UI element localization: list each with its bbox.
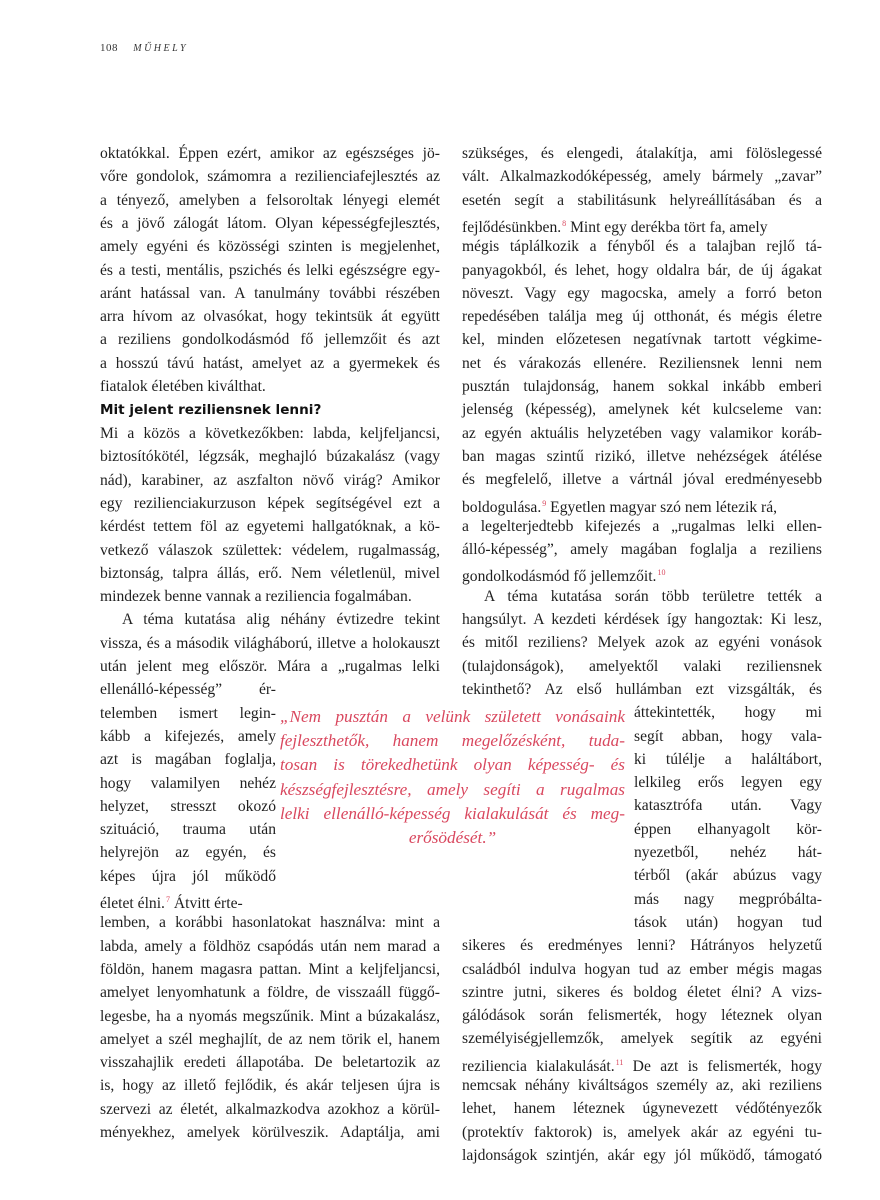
text-span: Egyetlen magyar szó nem létezik rá, <box>546 498 778 516</box>
section-title: MŰHELY <box>133 43 189 54</box>
text-line: szükséges, és elengedi, átalakítja, ami fölöslegessé <box>462 145 822 162</box>
text-line: biztonság, talpra állás, erő. Nem véletlenül, mivel <box>100 564 440 582</box>
text-line: képes újra jól működő <box>100 867 276 885</box>
text-line: vált. Alkalmazkodóképesség, amely bármely „zavar” <box>462 168 822 186</box>
text-span: Átvitt érte- <box>169 895 243 912</box>
text-line: tekinthető? Az első hullámban ezt vizsgálták, és <box>462 680 822 698</box>
text-line: mindezek benne vannak a reziliencia fogalmában. <box>100 588 412 606</box>
text-line: azt is magában foglalja, <box>100 751 276 769</box>
text-line: az egyén aktuális helyzetében vagy valamikor koráb- <box>462 424 822 442</box>
text-line: a tényező, amelyben a felsoroltak lényegi elemét <box>100 191 440 209</box>
text-line: jelenség (képesség), amelynek két kulcseleme van: <box>462 401 822 419</box>
text-line: amelyet lenyomhatunk a földre, de visszaáll függő- <box>100 984 440 1002</box>
text-line: fiatalok életében kiválthat. <box>100 378 266 395</box>
pull-quote-line: készségfejlesztésre, amely segíti a rugalmas <box>280 779 625 799</box>
text-line: segít abban, hogy vala- <box>634 727 822 745</box>
text-line: szervezi az életét, alkalmazkodva azokhoz a körül- <box>100 1100 440 1118</box>
text-line: panyagokból, és lehet, hogy oldalra bár, de új ágakat <box>462 261 822 279</box>
pull-quote-line: „Nem pusztán a velünk született vonásaink <box>280 707 625 726</box>
text-line: (protektív faktorok) is, amelyek akár az egyéni tu- <box>462 1123 822 1141</box>
text-line: amely egyéni és közösségi szinten is megjelenhet, <box>100 238 440 256</box>
text-line: lemben, a korábbi hasonlatokat használva: mint a <box>100 914 440 932</box>
text-line: lehet, hanem léteznek úgynevezett védőtényezők <box>462 1100 822 1118</box>
text-line: oktatókkal. Éppen ezért, amikor az egészséges jö- <box>100 145 440 162</box>
text-line: kérdést tettem föl az egyetemi hallgatóknak, a kö- <box>100 518 440 536</box>
text-line: lelkileg erős legyen egy <box>634 774 822 792</box>
text-line: pusztán tulajdonság, hanem sokkal inkább emberi <box>462 378 822 395</box>
text-line: lajdonságok szintjén, akár egy jól működő, támogató <box>462 1146 822 1164</box>
text-line <box>462 561 822 584</box>
text-line: vőre gondolok, számomra a rezilienciafejlesztés az <box>100 168 440 186</box>
text-line: és a jövő zálogát látom. Olyan képességfejlesztés, <box>100 214 440 232</box>
text-line: hogy valamilyen nehéz <box>100 774 276 792</box>
text-line: és megfelelő, illetve a vártnál jóval eredményesebb <box>462 471 822 489</box>
text-line: A téma kutatása alig néhány évtizedre tekint <box>122 611 440 629</box>
text-line: a hosszú távú hatást, amelyet az a gyermekek és <box>100 354 440 372</box>
text-line: szituáció, trauma után <box>100 821 276 839</box>
text-line: álló-képesség”, amely magában foglalja a reziliens <box>462 541 822 559</box>
section-heading: Mit jelent reziliensnek lenni? <box>100 402 322 418</box>
text-line: növeszt. Vagy egy magocska, amely a forró beton <box>462 284 822 302</box>
text-line: személyiségjellemzők, amelyek segítik az egyéni <box>462 1030 822 1048</box>
text-line: is, hogy az illető fejlődik, és akár teljesen újra is <box>100 1077 440 1095</box>
footnote-marker[interactable]: 7 <box>165 895 170 904</box>
text-line: vissza, és a második világháború, illetve a holokauszt <box>100 634 440 652</box>
text-line <box>462 1051 822 1074</box>
text-line: térből (akár abúzus vagy <box>634 867 822 885</box>
pull-quote-line: tosan is törekedhetünk olyan képesség- és <box>280 755 625 775</box>
text-line: telemben ismert legin- <box>100 704 276 722</box>
text-line: vetkező válaszok születtek: védelem, rugalmasság, <box>100 541 440 559</box>
pull-quote-line: erősödését.” <box>408 828 497 847</box>
text-line: sikeres és eredményes lenni? Hátrányos helyzetű <box>462 937 822 955</box>
text-line: szintre jutni, sikeres és boldog életet élni? A vizs- <box>462 983 822 1001</box>
text-line: tások után) hogyan tud <box>634 913 822 931</box>
text-span: De azt is felismerték, hogy <box>623 1057 822 1075</box>
text-line: más nagy megpróbálta- <box>634 890 822 908</box>
text-line: arra hívom az olvasókat, hogy tekintsük át együtt <box>100 308 440 326</box>
running-head <box>100 42 188 54</box>
footnote-marker[interactable]: 11 <box>615 1057 624 1067</box>
text-line: aránt hatással van. A tanulmány további részében <box>100 284 440 302</box>
text-line: esetén segít a stabilitásunk helyreállításában és a <box>462 191 822 209</box>
text-line <box>462 492 822 515</box>
text-span: reziliencia kialakulását. <box>462 1057 615 1075</box>
footnote-marker[interactable]: 10 <box>657 568 666 578</box>
text-line: labda, amely a földhöz csapódás után nem marad a <box>100 937 440 955</box>
pull-quote-line: lelki ellenálló-képesség kialakulását és meg- <box>280 803 625 823</box>
text-line: után jelent meg először. Mára a „rugalmas lelki <box>100 658 440 675</box>
text-line: családból indulva hogyan tud az ember mégis magas <box>462 960 822 978</box>
text-span: életet élni. <box>100 895 165 912</box>
text-line: amelyet a szél meghajlít, de az nem törik el, hanem <box>100 1030 440 1048</box>
text-line: ki túlélje a haláltábort, <box>634 750 822 768</box>
text-line: nád), karabiner, az aszfalton növő virág? Amikor <box>100 471 440 489</box>
text-line: (tulajdonságok), amelyektől valaki reziliensnek <box>462 657 822 675</box>
page-number: 108 <box>100 42 118 54</box>
text-line: a legelterjedtebb kifejezés a „rugalmas lelki ellen- <box>462 517 822 535</box>
text-line: és mitől reziliens? Melyek azok az egyéni vonások <box>462 634 822 652</box>
text-line: mégis táplálkozik a fényből és a talajban rejlő tá- <box>462 238 822 256</box>
text-line: ellenálló-képesség” ér- <box>100 681 276 699</box>
text-line: nemcsak néhány kiváltságos személy az, aki reziliens <box>462 1077 822 1094</box>
text-line <box>100 888 276 911</box>
footnote-marker[interactable]: 8 <box>562 218 567 228</box>
text-span: boldogulása. <box>462 498 542 516</box>
text-line: ményekhez, amelyek körülveszik. Adaptálja, ami <box>100 1124 440 1141</box>
text-line: helyzet, stresszt okozó <box>100 797 276 815</box>
text-line: gálódások során felismerték, hogy léteznek olyan <box>462 1007 822 1025</box>
text-line: helyrejön az egyén, és <box>100 844 276 862</box>
text-line: A téma kutatása során több területre tették a <box>484 587 822 605</box>
text-line: net és várakozás ellenére. Reziliensnek lenni nem <box>462 354 822 372</box>
text-line: ban magas szintű rizikó, illetve nehézségek átélése <box>462 447 822 465</box>
text-span: fejlődésünkben. <box>462 218 562 236</box>
text-line: biztosítókötél, légzsák, meghajló búzakalász (vagy <box>100 448 440 466</box>
text-line: katasztrófa után. Vagy <box>634 797 822 815</box>
text-line: földön, hanem magasra pattan. Mint a keljfeljancsi, <box>100 960 440 978</box>
text-line: éppen elhanyagolt kör- <box>634 820 822 838</box>
text-line <box>462 212 822 235</box>
text-line: hangsúlyt. A kezdeti kérdések így hangoztak: Ki lesz, <box>462 611 822 628</box>
text-line: visszahajlik eredeti állapotába. De beletartozik az <box>100 1054 440 1072</box>
text-line: nyezetből, nehéz hát- <box>634 844 822 861</box>
pull-quote-line: fejleszthetők, hanem megelőzésként, tuda- <box>280 731 625 751</box>
text-span: Mint egy derékba tört fa, amely <box>566 218 768 236</box>
footnote-marker[interactable]: 9 <box>542 498 547 508</box>
text-line: kel, minden előzetesen negatívnak tartott végkime- <box>462 331 822 349</box>
text-line: a reziliens gondolkodásmód fő jellemzőit és azt <box>100 331 440 349</box>
text-line: egy rezilienciakurzuson képek segítségével ezt a <box>100 494 440 512</box>
text-line: kább a kifejezés, amely <box>100 727 276 745</box>
text-line: Mi a közös a következőkben: labda, keljfeljancsi, <box>100 425 440 442</box>
text-line: áttekintették, hogy mi <box>634 704 822 722</box>
text-line: repedésében találja meg új otthonát, és mégis életre <box>462 308 822 326</box>
text-span: gondolkodásmód fő jellemzőit. <box>462 568 657 586</box>
text-line: és a testi, mentális, pszichés és lelki egészségre egy- <box>100 261 440 279</box>
text-line: legesbe, ha a nyomás megszűnik. Mint a búzakalász, <box>100 1007 440 1025</box>
